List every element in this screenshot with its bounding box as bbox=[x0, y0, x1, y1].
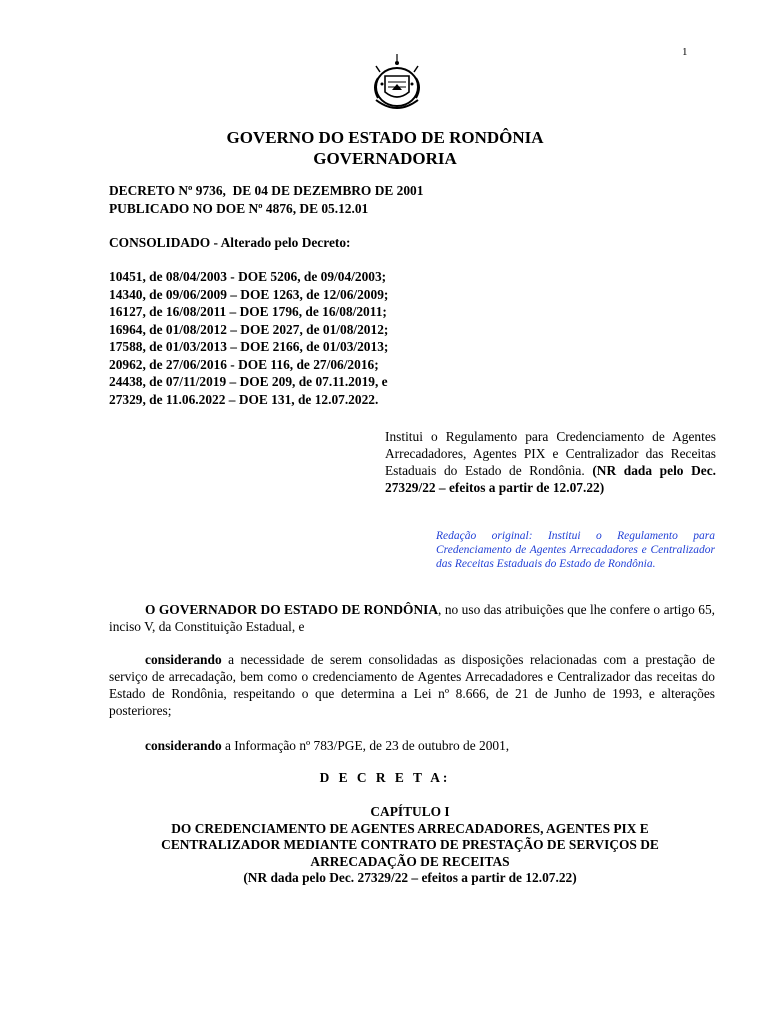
decree-publication: PUBLICADO NO DOE Nº 4876, DE 05.12.01 bbox=[109, 200, 369, 216]
considerando-paragraph-1 bbox=[109, 651, 715, 719]
government-header bbox=[0, 127, 770, 169]
amendment-item: 16127, de 16/08/2011 – DOE 1796, de 16/08/2011; bbox=[109, 304, 387, 319]
consolidated-label: CONSOLIDADO bbox=[109, 235, 211, 250]
decree-number: DECRETO Nº 9736, DE 04 DE DEZEMBRO DE 2001 bbox=[109, 183, 424, 198]
considerando-text: a Informação nº 783/PGE, de 23 de outubro de 2001, bbox=[221, 738, 510, 753]
considerando-label: considerando bbox=[145, 652, 222, 667]
state-coat-of-arms-icon bbox=[368, 54, 426, 116]
consolidated-text: - Alterado pelo Decreto: bbox=[210, 235, 351, 250]
chapter-title-line: DO CREDENCIAMENTO DE AGENTES ARRECADADORES, AGENTES PIX E bbox=[171, 820, 649, 836]
considerando-paragraph-2 bbox=[109, 737, 715, 754]
department-name: GOVERNADORIA bbox=[313, 149, 457, 168]
government-name: GOVERNO DO ESTADO DE RONDÔNIA bbox=[226, 128, 544, 147]
decreta-heading: D E C R E T A: bbox=[319, 770, 451, 785]
preamble-paragraph bbox=[109, 601, 715, 635]
chapter-title-line: ARRECADAÇÃO DE RECEITAS bbox=[310, 853, 510, 869]
chapter-number: CAPÍTULO I bbox=[370, 804, 450, 819]
decree-identification bbox=[109, 182, 423, 217]
decree-summary bbox=[385, 428, 716, 496]
chapter-title-line: CENTRALIZADOR MEDIANTE CONTRATO DE PRESTAÇÃO DE SERVIÇOS DE bbox=[161, 837, 659, 852]
amendment-item: 20962, de 27/06/2016 - DOE 116, de 27/06/2016; bbox=[109, 356, 379, 372]
authority-text: , no uso das atribuições que lhe confere o artigo 65, inciso V, da Constituição Estadual, e bbox=[109, 602, 715, 634]
chapter-heading bbox=[100, 804, 720, 887]
amendment-item: 17588, de 01/03/2013 – DOE 2166, de 01/03/2013; bbox=[109, 339, 389, 354]
amendment-item: 24438, de 07/11/2019 – DOE 209, de 07.11.2019, e bbox=[109, 374, 388, 389]
original-wording-note: Redação original: Institui o Regulamento para Credenciamento de Agentes Arrecadadores e Centralizador das Receitas Estaduais do Estado de Rondônia. bbox=[436, 530, 715, 571]
amendment-item: 14340, de 09/06/2009 – DOE 1263, de 12/06/2009; bbox=[109, 286, 389, 302]
summary-text: Institui o Regulamento para Credenciamento de Agentes Arrecadadores, Agentes PIX e Centralizador das Receitas Estaduais do Estado de Rondônia. bbox=[385, 429, 716, 478]
amendment-item: 27329, de 11.06.2022 – DOE 131, de 12.07.2022. bbox=[109, 391, 379, 407]
summary-amendment-note: (NR dada pelo Dec. 27329/22 – efeitos a partir de 12.07.22) bbox=[385, 463, 717, 495]
considerando-label: considerando bbox=[145, 738, 222, 753]
considerando-text: a necessidade de serem consolidadas as disposições relacionadas com a prestação de serviço de arrecadação, bem como o credenciamento de Agentes Arrecadadores e Centralizador das receitas do Estado de Rondônia, respeitando o que determina a Lei nº 8.666, de 21 de Junho de 1993, e alterações posteriores; bbox=[109, 652, 715, 718]
chapter-amendment-note: (NR dada pelo Dec. 27329/22 – efeitos a partir de 12.07.22) bbox=[243, 870, 577, 885]
page-number: 1 bbox=[682, 46, 688, 58]
consolidation-note bbox=[109, 234, 351, 252]
amendment-item: 16964, de 01/08/2012 – DOE 2027, de 01/08/2012; bbox=[109, 321, 389, 337]
governor-authority: O GOVERNADOR DO ESTADO DE RONDÔNIA bbox=[145, 602, 439, 617]
amendment-list bbox=[109, 268, 388, 408]
amendment-item: 10451, de 08/04/2003 - DOE 5206, de 09/04/2003; bbox=[109, 269, 387, 284]
